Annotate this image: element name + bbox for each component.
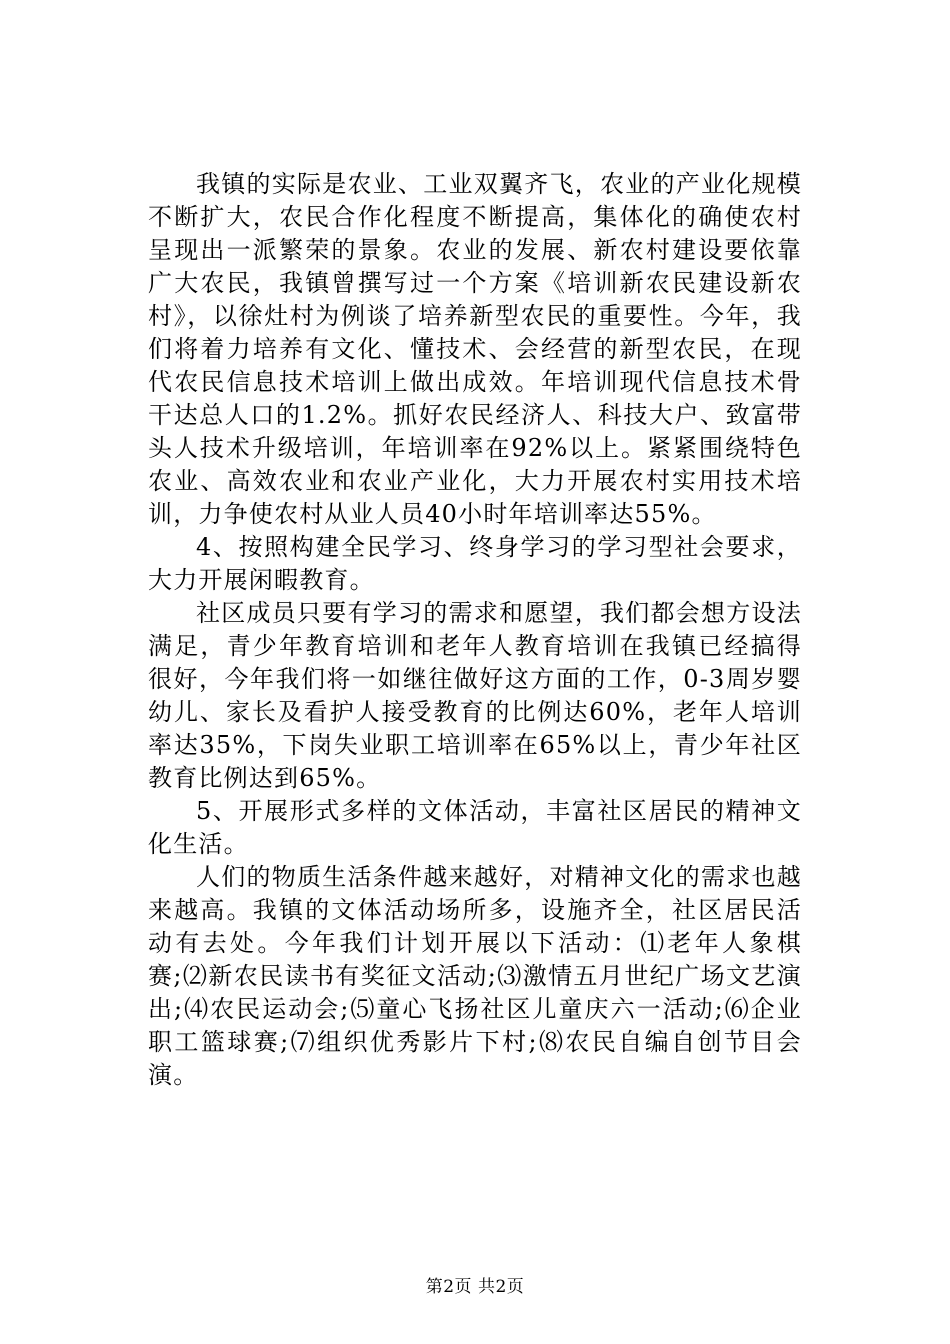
paragraph-community-education: 社区成员只要有学习的需求和愿望，我们都会想方设法满足，青少年教育培训和老年人教育培训在我镇已经搞得很好，今年我们将一如继往做好这方面的工作，0-3周岁婴幼儿、家长及看护人接受教育的比例达60%，老年人培训率达35%，下岗失业职工培训率在65%以上，青少年社区教育比例达到65%。: [148, 599, 802, 792]
heading-leisure-education: 4、按照构建全民学习、终身学习的学习型社会要求，大力开展闲暇教育。: [148, 533, 802, 594]
paragraph-rural-training: 我镇的实际是农业、工业双翼齐飞，农业的产业化规模不断扩大，农民合作化程度不断提高，集体化的确使农村呈现出一派繁荣的景象。农业的发展、新农村建设要依靠广大农民，我镇曾撰写过一个方案《培训新农民建设新农村》，以徐灶村为例谈了培养新型农民的重要性。今年，我们将着力培养有文化、懂技术、会经营的新型农民，在现代农民信息技术培训上做出成效。年培训现代信息技术骨干达总人口的1.2%。抓好农民经济人、科技大户、致富带头人技术升级培训，年培训率在92%以上。紧紧围绕特色农业、高效农业和农业产业化，大力开展农村实用技术培训，力争使农村从业人员40小时年培训率达55%。: [148, 170, 802, 528]
paragraph-activity-plan: 人们的物质生活条件越来越好，对精神文化的需求也越来越高。我镇的文体活动场所多，设施齐全，社区居民活动有去处。今年我们计划开展以下活动：⑴老年人象棋赛;⑵新农民读书有奖征文活动;⑶激情五月世纪广场文艺演出;⑷农民运动会;⑸童心飞扬社区儿童庆六一活动;⑹企业职工篮球赛;⑺组织优秀影片下村;⑻农民自编自创节目会演。: [148, 863, 802, 1089]
document-body: [148, 168, 802, 1092]
page-number-footer: 第2页 共2页: [425, 1277, 525, 1297]
heading-cultural-activities: 5、开展形式多样的文体活动，丰富社区居民的精神文化生活。: [148, 797, 802, 858]
